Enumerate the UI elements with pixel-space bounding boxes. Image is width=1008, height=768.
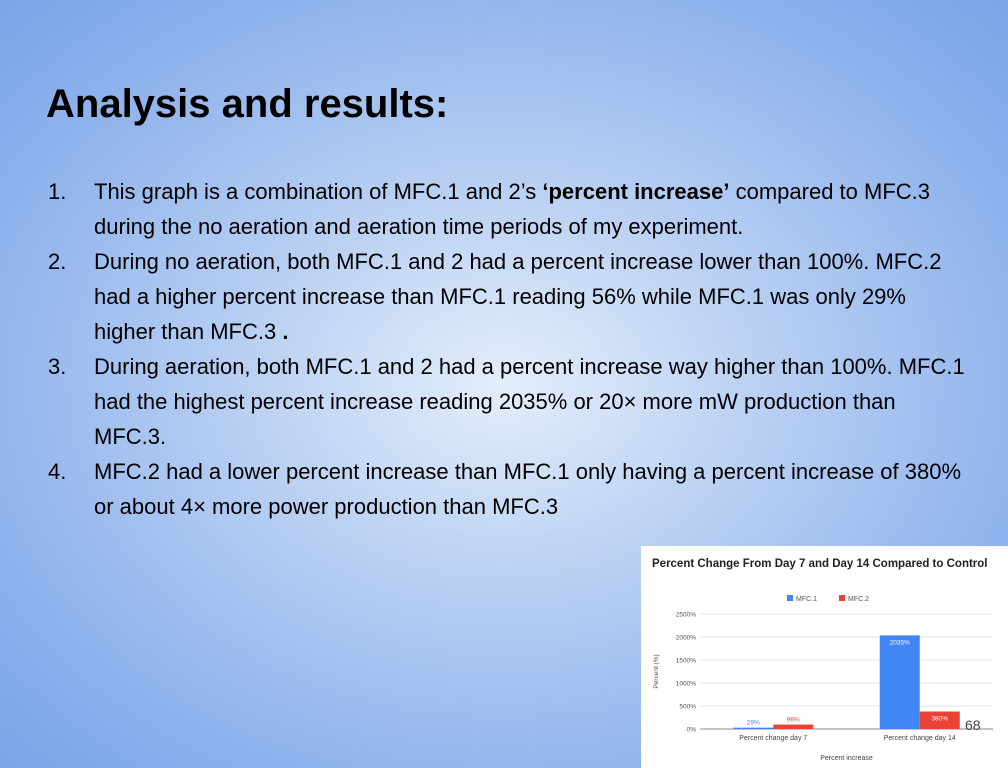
slide-title: Analysis and results: xyxy=(46,82,449,126)
point-number: 3. xyxy=(48,354,67,379)
chart-title: Percent Change From Day 7 and Day 14 Compared to Control xyxy=(652,558,988,570)
legend-swatch xyxy=(839,595,845,601)
legend-swatch xyxy=(787,595,793,601)
x-tick-label: Percent change day 7 xyxy=(739,735,808,742)
x-axis-label: Percent increase xyxy=(820,755,873,762)
point-text-bold: ‘percent increase’ xyxy=(542,179,730,204)
percent-change-chart xyxy=(641,546,1008,768)
y-tick-label: 2500% xyxy=(675,611,696,619)
analysis-point xyxy=(48,174,968,244)
y-axis-label: Percent (%) xyxy=(653,654,660,689)
data-label: 2035% xyxy=(889,639,910,647)
y-tick-label: 1500% xyxy=(675,657,696,665)
y-tick-label: 1000% xyxy=(675,680,696,688)
y-tick-label: 500% xyxy=(679,703,696,711)
page-number: 68 xyxy=(965,717,981,733)
bar-mfc1 xyxy=(733,728,773,729)
point-number: 1. xyxy=(48,179,67,204)
y-tick-label: 2000% xyxy=(675,634,696,642)
legend-label: MFC.2 xyxy=(848,596,869,603)
chart-plot xyxy=(641,546,1008,768)
point-text: compared to MFC.3 during the no aeration and aeration time periods of my experiment. xyxy=(94,179,930,239)
analysis-point xyxy=(48,454,968,524)
analysis-points-list xyxy=(48,174,968,524)
point-text: During no aeration, both MFC.1 and 2 had a percent increase lower than 100%. MFC.2 had a higher percent increase than MFC.1 reading 56% while MFC.1 was only 29% higher than MFC.3 xyxy=(94,249,942,344)
point-text: During aeration, both MFC.1 and 2 had a percent increase way higher than 100%. MFC.1 had the highest percent increase reading 2035% or 20× more mW production than MFC.3. xyxy=(94,354,965,449)
bar-mfc1 xyxy=(880,635,920,729)
legend-label: MFC.1 xyxy=(796,596,817,603)
data-label: 96% xyxy=(786,716,800,724)
bar-mfc2 xyxy=(773,725,813,729)
y-tick-label: 0% xyxy=(686,726,696,734)
point-text: This graph is a combination of MFC.1 and 2’s xyxy=(94,179,543,204)
analysis-point xyxy=(48,349,968,454)
point-text: MFC.2 had a lower percent increase than MFC.1 only having a percent increase of 380% or about 4× more power production than MFC.3 xyxy=(94,459,962,519)
analysis-point xyxy=(48,244,968,349)
point-number: 2. xyxy=(48,249,67,274)
point-text-bold: . xyxy=(282,319,289,344)
point-number: 4. xyxy=(48,459,67,484)
data-label: 29% xyxy=(746,719,760,727)
x-tick-label: Percent change day 14 xyxy=(883,735,956,742)
data-label: 380% xyxy=(931,715,949,723)
